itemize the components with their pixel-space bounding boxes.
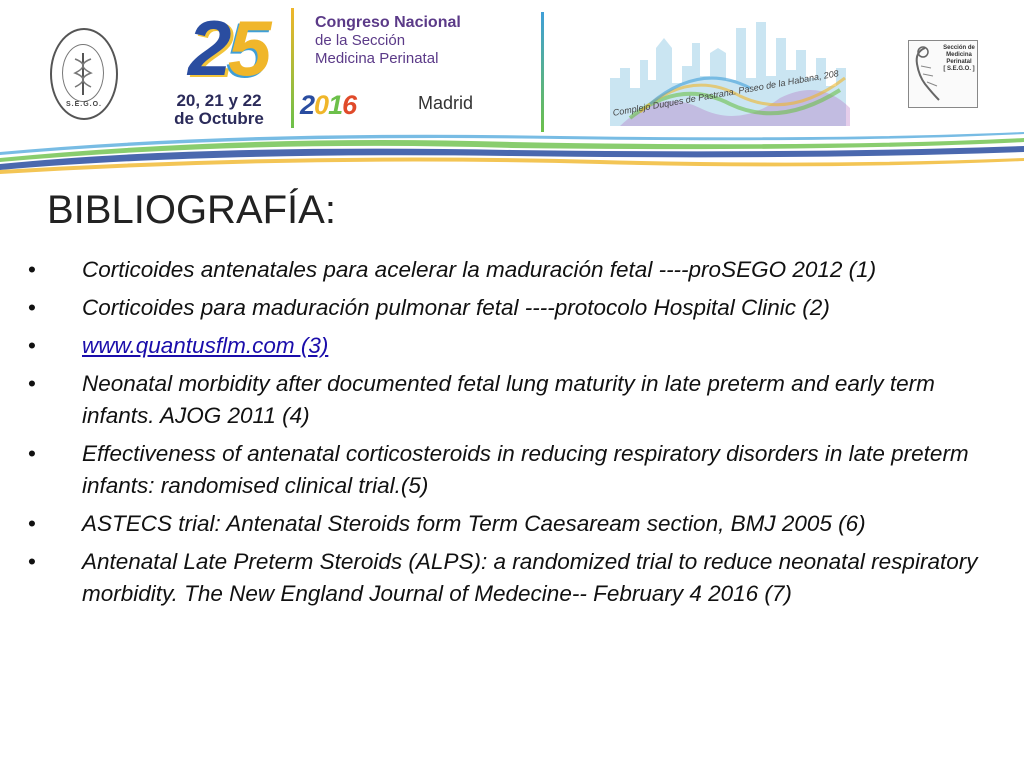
- sego-seal-logo: [50, 28, 118, 120]
- congress-dates: [164, 92, 274, 128]
- reference-text: Neonatal morbidity after documented fetal lung maturity in late preterm and early term infants. AJOG 2011 (4): [82, 371, 935, 428]
- congress-name: [315, 14, 530, 68]
- bullet-icon: •: [28, 295, 36, 320]
- bibliography-list: [28, 254, 988, 616]
- divider-line: [541, 12, 544, 132]
- congress-city: Madrid: [418, 93, 474, 113]
- bibliography-item: [28, 508, 988, 540]
- right-logo-text: [943, 45, 975, 73]
- congress-year: 2016: [300, 90, 357, 120]
- congress-name-line-3: Medicina Perinatal: [315, 50, 439, 67]
- right-logo-line-3: Perinatal: [946, 59, 972, 65]
- fetus-icon: [911, 42, 945, 106]
- dates-line-2: de Octubre: [174, 109, 264, 128]
- right-logo-line-4: [ S.E.G.O. ]: [943, 66, 975, 72]
- divider-line: [291, 8, 294, 128]
- anniversary-number: [188, 4, 278, 92]
- bibliography-item: [28, 292, 988, 324]
- anniversary-digit-2: 2: [188, 4, 226, 92]
- bibliography-item: [28, 438, 988, 502]
- seccion-medicina-perinatal-logo: [908, 40, 978, 108]
- bibliography-item: [28, 254, 988, 286]
- right-logo-line-2: Medicina: [946, 52, 972, 58]
- congress-name-line-1: Congreso Nacional: [315, 14, 461, 31]
- reference-text: Effectiveness of antenatal corticosteroids in reducing respiratory disorders in late preterm infants: randomised clinical trial.(5): [82, 441, 969, 498]
- bibliography-item: [28, 368, 988, 432]
- bullet-icon: •: [28, 549, 36, 574]
- dates-line-1: 20, 21 y 22: [176, 91, 262, 110]
- bullet-icon: •: [28, 333, 36, 358]
- reference-text: Corticoides para maduración pulmonar fetal ----protocolo Hospital Clinic (2): [82, 295, 830, 320]
- bibliography-item: [28, 546, 988, 610]
- reference-link[interactable]: www.quantusflm.com (3): [82, 333, 329, 358]
- reference-text: ASTECS trial: Antenatal Steroids form Term Caesaream section, BMJ 2005 (6): [82, 511, 866, 536]
- bullet-icon: •: [28, 511, 36, 536]
- reference-text: Corticoides antenatales para acelerar la maduración fetal ----proSEGO 2012 (1): [82, 257, 877, 282]
- bullet-icon: •: [28, 371, 36, 396]
- caduceus-icon: [62, 44, 104, 102]
- reference-text: Antenatal Late Preterm Steroids (ALPS): a randomized trial to reduce neonatal respiratory morbidity. The New England Journal of Medecine-- February 4 2016 (7): [82, 549, 978, 606]
- bullet-icon: •: [28, 257, 36, 282]
- right-logo-line-1: Sección de: [943, 45, 975, 51]
- congress-name-line-2: de la Sección: [315, 32, 406, 49]
- decorative-swoosh: [0, 128, 1024, 178]
- page-title: BIBLIOGRAFÍA:: [47, 188, 336, 232]
- seal-text: S.E.G.O.: [65, 101, 102, 108]
- venue-address: Complejo Duques de Pastrana. Paseo de la Habana, 208: [612, 68, 840, 118]
- anniversary-digit-5: 5: [228, 4, 266, 92]
- congress-header-banner: [0, 0, 1024, 178]
- bibliography-item: [28, 330, 988, 362]
- bullet-icon: •: [28, 441, 36, 466]
